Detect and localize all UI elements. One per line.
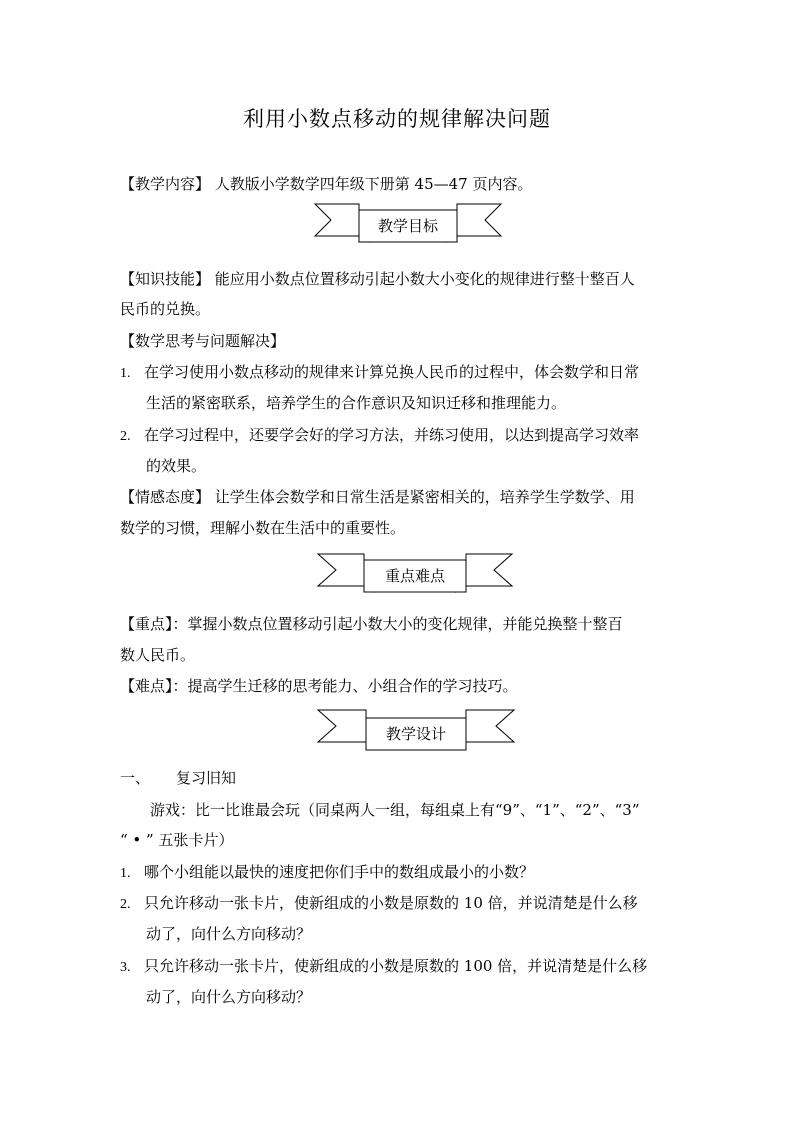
knowledge-skill-line2: 民币的兑换。 bbox=[120, 300, 211, 318]
question-2-cont: 动了，向什么方向移动？ bbox=[146, 925, 312, 943]
section-number: 一、 bbox=[120, 769, 151, 787]
thinking-heading: 【数学思考与问题解决】 bbox=[120, 332, 286, 350]
item-text: 在学习使用小数点移动的规律来计算兑换人民币的过程中，体会数学和日常 bbox=[144, 363, 640, 381]
thinking-item-1 bbox=[120, 362, 680, 384]
page-title: 利用小数点移动的规律解决问题 bbox=[243, 107, 551, 131]
banner-design bbox=[316, 706, 516, 754]
item-number: 3. bbox=[120, 960, 131, 975]
item-number: 2. bbox=[120, 429, 131, 444]
game-line2: “ • ” 五张卡片） bbox=[120, 831, 234, 849]
question-3 bbox=[120, 956, 680, 978]
banner-label: 教学设计 bbox=[385, 725, 446, 743]
item-number: 2. bbox=[120, 897, 131, 912]
item-number: 1. bbox=[120, 366, 131, 381]
item-text: 在学习过程中，还要学会好的学习方法，并练习使用，以达到提高学习效率 bbox=[144, 426, 640, 444]
question-2 bbox=[120, 893, 680, 915]
item-number: 1. bbox=[120, 866, 131, 881]
item-text: 哪个小组能以最快的速度把你们手中的数组成最小的小数？ bbox=[144, 863, 535, 881]
game-line1: 游戏：比一比谁最会玩（同桌两人一组，每组桌上有“9”、“1”、“2”、“3” bbox=[150, 801, 640, 819]
section-1-heading bbox=[120, 768, 680, 788]
key-point-line2: 数人民币。 bbox=[120, 646, 196, 664]
section-title: 复习旧知 bbox=[176, 769, 237, 787]
difficulty-line: 【难点】：提高学生迁移的思考能力、小组合作的学习技巧。 bbox=[120, 677, 518, 695]
thinking-item-1-cont: 生活的紧密联系，培养学生的合作意识及知识迁移和推理能力。 bbox=[146, 394, 567, 412]
banner-key-points bbox=[316, 550, 514, 596]
banner-label: 重点难点 bbox=[384, 567, 445, 585]
attitude-line1: 【情感态度】 让学生体会数学和日常生活是紧密相关的，培养学生学数学、用 bbox=[120, 488, 635, 506]
key-point-line1: 【重点】：掌握小数点位置移动引起小数大小的变化规律，并能兑换整十整百 bbox=[120, 615, 623, 633]
question-1 bbox=[120, 862, 680, 884]
question-3-cont: 动了，向什么方向移动？ bbox=[146, 988, 312, 1006]
teaching-content: 【教学内容】 人教版小学数学四年级下册第 45—47 页内容。 bbox=[120, 175, 533, 193]
banner-goals bbox=[313, 200, 503, 246]
thinking-item-2-cont: 的效果。 bbox=[146, 457, 207, 475]
knowledge-skill-line1: 【知识技能】 能应用小数点位置移动引起小数大小变化的规律进行整十整百人 bbox=[120, 270, 635, 288]
item-text: 只允许移动一张卡片，使新组成的小数是原数的 100 倍，并说清楚是什么移 bbox=[144, 957, 648, 975]
item-text: 只允许移动一张卡片，使新组成的小数是原数的 10 倍，并说清楚是什么移 bbox=[144, 894, 638, 912]
banner-label: 教学目标 bbox=[377, 217, 438, 235]
thinking-item-2 bbox=[120, 425, 680, 447]
attitude-line2: 数学的习惯，理解小数在生活中的重要性。 bbox=[120, 519, 406, 537]
